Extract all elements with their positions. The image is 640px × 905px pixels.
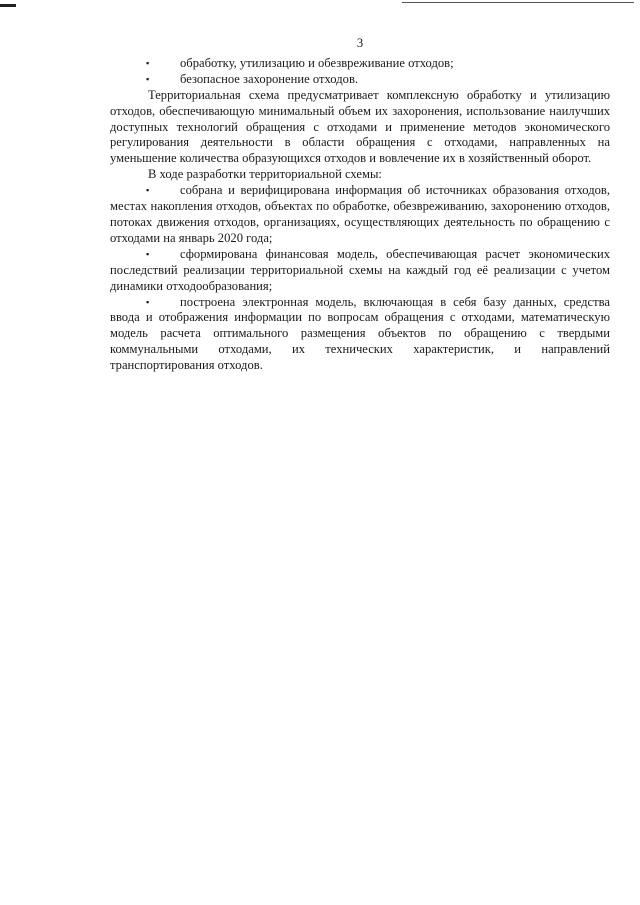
list-item — [110, 72, 610, 88]
list-item — [110, 183, 610, 247]
list-item — [110, 56, 610, 72]
paragraph-development-intro: В ходе разработки территориальной схемы: — [148, 167, 382, 182]
list-item-text: построена электронная модель, включающая в себя базу данных, средства ввода и отображения информации по вопросам обращения с отходами, математическую модель расчета оптимального размещения объектов по обращению с твердыми коммунальными отходами, их технических характеристик, и направлений транспортирования отходов. — [110, 294, 610, 373]
bullet-icon: ▪ — [146, 248, 150, 259]
scan-edge-mark — [0, 4, 16, 7]
paragraph-territorial-scheme: Территориальная схема предусматривает комплексную обработку и утилизацию отходов, обеспечивающую минимальный объем их захоронения, использование наилучших доступных технологий обращения с отходами и применение методов экономического регулирования деятельности в области обращения с отходами, направленных на уменьшение количества образующихся отходов и вовлечение их в хозяйственный оборот. — [110, 87, 610, 166]
list-item-text: собрана и верифицирована информация об источниках образования отходов, местах накопления отходов, объектах по обработке, обезвреживанию, захоронению отходов, потоках движения отходов, организациях, осуществляющих деятельность по обращению с отходами на январь 2020 года; — [110, 183, 610, 245]
scan-top-line — [402, 2, 634, 3]
list-item-text: безопасное захоронение отходов. — [180, 71, 359, 86]
bullet-icon: ▪ — [146, 296, 150, 307]
page-number: 3 — [356, 36, 364, 50]
list-item-text: сформирована финансовая модель, обеспечивающая расчет экономических последствий реализации территориальной схемы на каждый год её реализации с учетом динамики отходообразования; — [110, 246, 610, 293]
list-item — [110, 295, 610, 375]
document-page — [110, 36, 610, 374]
bullet-icon: ▪ — [146, 185, 150, 196]
list-item-text: обработку, утилизацию и обезвреживание отходов; — [180, 55, 454, 70]
bullet-icon: ▪ — [146, 73, 150, 84]
list-item — [110, 247, 610, 295]
bullet-icon: ▪ — [146, 57, 150, 68]
